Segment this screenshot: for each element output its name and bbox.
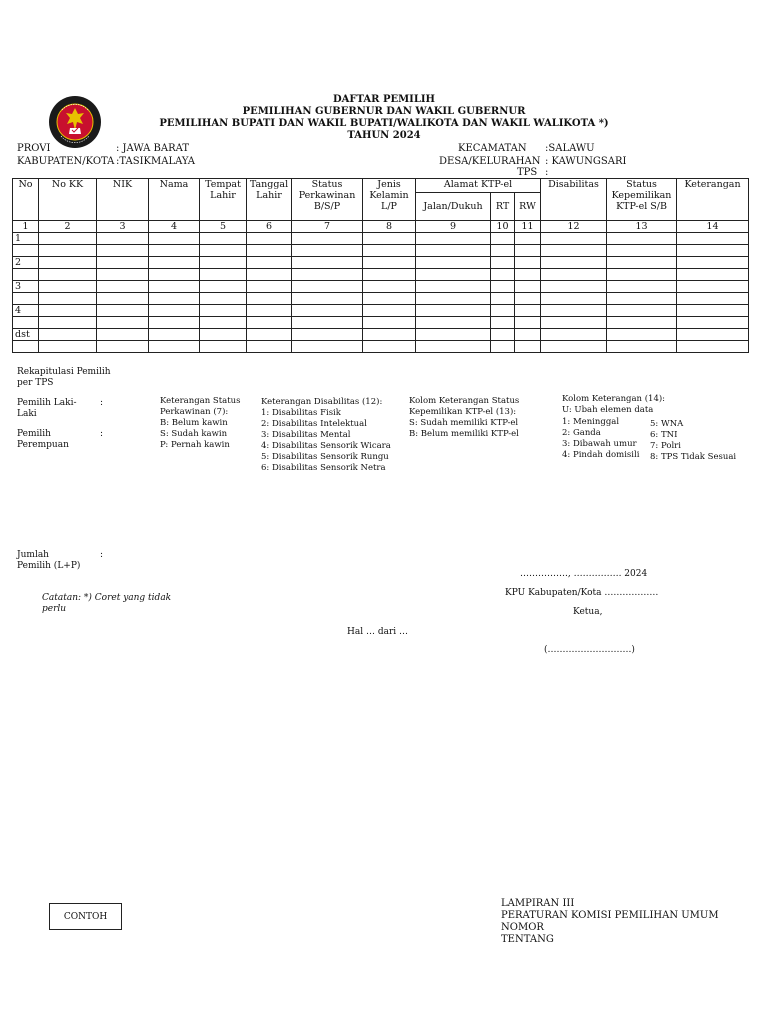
table-cell: [39, 317, 97, 329]
table-cell: [491, 281, 515, 293]
rekap-laki-colon: :: [100, 398, 104, 408]
table-cell: [97, 257, 149, 269]
table-cell: [247, 269, 292, 281]
column-number: 5: [200, 221, 247, 233]
row-number-cell: [13, 269, 39, 281]
table-cell: [515, 281, 541, 293]
col-header-tanggal-lahir: Tanggal Lahir: [247, 179, 292, 221]
table-cell: [292, 317, 363, 329]
table-cell: [677, 281, 749, 293]
table-row: [13, 305, 749, 317]
table-cell: [97, 269, 149, 281]
table-cell: [39, 257, 97, 269]
table-cell: [607, 245, 677, 257]
table-row: [13, 281, 749, 293]
table-cell: [247, 293, 292, 305]
col-header-rw: RW: [515, 193, 541, 221]
table-cell: [363, 293, 416, 305]
rekap-perempuan-colon: :: [100, 429, 104, 439]
table-cell: [247, 233, 292, 245]
table-cell: [200, 341, 247, 353]
table-cell: [97, 341, 149, 353]
kabkota-label: KABUPATEN/KOTA: [17, 156, 115, 167]
legend-keterangan-item: 1: Meninggal: [562, 417, 620, 427]
table-cell: [515, 293, 541, 305]
row-number-cell: [13, 317, 39, 329]
table-cell: [39, 245, 97, 257]
legend-disabilitas-item: 5: Disabilitas Sensorik Rungu: [261, 452, 389, 462]
doc-title-3: PEMILIHAN BUPATI DAN WAKIL BUPATI/WALIKOTA DAN WAKIL WALIKOTA *): [159, 118, 609, 129]
row-number-cell: 4: [13, 305, 39, 317]
table-cell: [416, 233, 491, 245]
table-cell: [97, 245, 149, 257]
table-cell: [247, 257, 292, 269]
table-cell: [39, 341, 97, 353]
row-number-cell: [13, 341, 39, 353]
legend-disabilitas: [261, 397, 391, 474]
tps-value: :: [545, 167, 549, 178]
row-number-cell: 1: [13, 233, 39, 245]
table-cell: [416, 257, 491, 269]
signature-name: (……………………….): [544, 645, 635, 655]
table-cell: [515, 269, 541, 281]
legend-ktp-item: S: Sudah memiliki KTP-el: [409, 418, 519, 428]
table-cell: [607, 341, 677, 353]
table-cell: [491, 329, 515, 341]
table-cell: [363, 245, 416, 257]
provinsi-value: : JAWA BARAT: [116, 143, 189, 154]
legend-ktp: [409, 396, 519, 440]
col-header-status-perkawinan: Status Perkawinan B/S/P: [292, 179, 363, 221]
table-cell: [416, 305, 491, 317]
table-cell: [200, 317, 247, 329]
table-cell: [292, 257, 363, 269]
table-cell: [541, 269, 607, 281]
table-cell: [200, 257, 247, 269]
table-cell: [515, 233, 541, 245]
table-cell: [607, 305, 677, 317]
table-cell: [607, 293, 677, 305]
column-number: 1: [13, 221, 39, 233]
table-cell: [292, 281, 363, 293]
table-cell: [677, 257, 749, 269]
lampiran-line-2: PERATURAN KOMISI PEMILIHAN UMUM: [501, 910, 719, 921]
rekap-perempuan-label: Pemilih: [17, 429, 51, 439]
legend-perkawinan-title-2: Perkawinan (7):: [160, 407, 229, 417]
desa-value: : KAWUNGSARI: [545, 156, 627, 167]
column-number: 6: [247, 221, 292, 233]
table-cell: [677, 305, 749, 317]
desa-label: DESA/KELURAHAN: [439, 156, 541, 167]
row-number-cell: 2: [13, 257, 39, 269]
table-cell: [363, 329, 416, 341]
catatan-line-1: Catatan: *) Coret yang tidak: [42, 593, 172, 603]
rekap-title-2: per TPS: [17, 378, 54, 388]
col-header-nik: NIK: [97, 179, 149, 221]
col-header-rt: RT: [491, 193, 515, 221]
table-cell: [416, 281, 491, 293]
col-header-kepemilikan-ktp: Status Kepemilikan KTP-el S/B: [607, 179, 677, 221]
row-number-cell: 3: [13, 281, 39, 293]
legend-ktp-title-2: Kepemilikan KTP-el (13):: [409, 407, 517, 417]
column-number: 8: [363, 221, 416, 233]
table-cell: [149, 305, 200, 317]
doc-title-1: DAFTAR PEMILIH: [332, 94, 436, 105]
table-cell: [607, 281, 677, 293]
col-header-keterangan: Keterangan: [677, 179, 749, 221]
legend-keterangan-item: 3: Dibawah umur: [562, 439, 637, 449]
table-cell: [607, 329, 677, 341]
table-cell: [200, 281, 247, 293]
table-cell: [541, 233, 607, 245]
table-cell: [515, 257, 541, 269]
row-number-cell: [13, 293, 39, 305]
table-cell: [363, 281, 416, 293]
table-cell: [149, 341, 200, 353]
table-cell: [677, 329, 749, 341]
table-cell: [363, 305, 416, 317]
table-cell: [149, 245, 200, 257]
table-cell: [416, 341, 491, 353]
rekap-jumlah-colon: :: [100, 550, 104, 560]
table-cell: [97, 305, 149, 317]
kecamatan-value: :SALAWU: [545, 143, 595, 154]
table-cell: [149, 269, 200, 281]
table-row: [13, 257, 749, 269]
legend-perkawinan-item: P: Pernah kawin: [160, 440, 230, 450]
table-cell: [677, 269, 749, 281]
lampiran-line-1: LAMPIRAN III: [501, 898, 575, 909]
table-cell: [515, 329, 541, 341]
table-cell: [39, 281, 97, 293]
column-number: 12: [541, 221, 607, 233]
legend-keterangan-item: 4: Pindah domisili: [562, 450, 640, 460]
legend-ktp-title-1: Kolom Keterangan Status: [409, 396, 520, 406]
table-cell: [292, 245, 363, 257]
table-row: [13, 269, 749, 281]
table-cell: [541, 281, 607, 293]
legend-keterangan-subtitle: U: Ubah elemen data: [562, 405, 654, 415]
tps-label: TPS: [517, 167, 538, 178]
table-cell: [541, 317, 607, 329]
table-cell: [677, 317, 749, 329]
signature-kpu: KPU Kabupaten/Kota ………………: [505, 588, 659, 598]
table-row: [13, 233, 749, 245]
legend-keterangan-item: 7: Polri: [650, 441, 681, 451]
table-cell: [363, 317, 416, 329]
table-cell: [416, 293, 491, 305]
rekap-laki-label: Pemilih Laki-: [17, 398, 77, 408]
doc-title-2: PEMILIHAN GUBERNUR DAN WAKIL GUBERNUR: [242, 106, 526, 117]
table-cell: [491, 293, 515, 305]
signature-date: ……………., ……………. 2024: [520, 569, 648, 579]
kabkota-value: :TASIKMALAYA: [116, 156, 195, 167]
table-cell: [677, 233, 749, 245]
legend-disabilitas-item: 1: Disabilitas Fisik: [261, 408, 341, 418]
row-number-cell: dst: [13, 329, 39, 341]
table-row: [13, 293, 749, 305]
lampiran-line-3: NOMOR: [501, 922, 544, 933]
table-cell: [491, 245, 515, 257]
page-indicator: Hal … dari …: [347, 627, 408, 637]
col-header-nokk: No KK: [39, 179, 97, 221]
table-cell: [541, 245, 607, 257]
table-cell: [97, 317, 149, 329]
legend-disabilitas-item: 3: Disabilitas Mental: [261, 430, 351, 440]
column-number: 2: [39, 221, 97, 233]
table-cell: [39, 269, 97, 281]
table-cell: [247, 341, 292, 353]
rekap-jumlah-label: Jumlah: [17, 550, 49, 560]
table-cell: [200, 245, 247, 257]
rekap-jumlah-label-2: Pemilih (L+P): [17, 561, 81, 571]
lampiran-line-4: TENTANG: [501, 934, 554, 945]
table-cell: [416, 317, 491, 329]
table-cell: [292, 233, 363, 245]
table-cell: [39, 329, 97, 341]
table-cell: [541, 341, 607, 353]
legend-perkawinan: [160, 396, 240, 451]
table-cell: [247, 305, 292, 317]
table-cell: [677, 341, 749, 353]
table-row: [13, 329, 749, 341]
table-cell: [515, 317, 541, 329]
table-cell: [149, 329, 200, 341]
table-cell: [247, 317, 292, 329]
legend-disabilitas-title: Keterangan Disabilitas (12):: [261, 397, 383, 407]
table-cell: [491, 341, 515, 353]
table-cell: [39, 293, 97, 305]
table-cell: [491, 257, 515, 269]
table-cell: [607, 269, 677, 281]
table-cell: [515, 245, 541, 257]
table-cell: [677, 293, 749, 305]
table-cell: [97, 233, 149, 245]
column-number: 13: [607, 221, 677, 233]
col-header-alamat: Alamat KTP-el: [416, 179, 541, 193]
legend-keterangan-title: Kolom Keterangan (14):: [562, 394, 666, 404]
table-cell: [149, 233, 200, 245]
col-header-jenis-kelamin: Jenis Kelamin L/P: [363, 179, 416, 221]
column-number: 4: [149, 221, 200, 233]
table-cell: [541, 257, 607, 269]
col-header-nama: Nama: [149, 179, 200, 221]
column-number: 10: [491, 221, 515, 233]
rekap-laki-label-2: Laki: [17, 409, 37, 419]
table-cell: [541, 329, 607, 341]
legend-keterangan-item: 2: Ganda: [562, 428, 601, 438]
table-row: [13, 245, 749, 257]
table-cell: [247, 245, 292, 257]
table-cell: [292, 329, 363, 341]
table-cell: [97, 293, 149, 305]
provinsi-label: PROVI: [17, 143, 51, 154]
table-cell: [363, 257, 416, 269]
col-header-tempat-lahir: Tempat Lahir: [200, 179, 247, 221]
table-cell: [363, 269, 416, 281]
table-cell: [363, 233, 416, 245]
legend-keterangan-item: 5: WNA: [650, 419, 684, 429]
table-cell: [149, 317, 200, 329]
table-cell: [292, 293, 363, 305]
table-cell: [200, 305, 247, 317]
table-cell: [491, 317, 515, 329]
table-cell: [149, 293, 200, 305]
table-cell: [149, 281, 200, 293]
table-cell: [200, 233, 247, 245]
table-cell: [292, 341, 363, 353]
legend-perkawinan-item: B: Belum kawin: [160, 418, 228, 428]
table-cell: [416, 245, 491, 257]
table-cell: [292, 269, 363, 281]
table-cell: [247, 329, 292, 341]
rekap-title-1: Rekapitulasi Pemilih: [17, 367, 111, 377]
table-cell: [39, 233, 97, 245]
table-cell: [607, 257, 677, 269]
table-cell: [39, 305, 97, 317]
column-number: 14: [677, 221, 749, 233]
table-cell: [491, 305, 515, 317]
legend-keterangan-item: 8: TPS Tidak Sesuai: [650, 452, 737, 462]
legend-disabilitas-item: 2: Disabilitas Intelektual: [261, 419, 367, 429]
table-cell: [541, 305, 607, 317]
contoh-stamp: CONTOH: [49, 903, 122, 930]
table-cell: [607, 317, 677, 329]
column-number: 11: [515, 221, 541, 233]
table-cell: [97, 281, 149, 293]
doc-title-4: TAHUN 2024: [347, 130, 421, 141]
column-number: 9: [416, 221, 491, 233]
table-cell: [607, 233, 677, 245]
table-cell: [491, 269, 515, 281]
table-cell: [363, 341, 416, 353]
table-cell: [149, 257, 200, 269]
voter-table: [12, 178, 749, 353]
column-number: 7: [292, 221, 363, 233]
legend-keterangan-item: 6: TNI: [650, 430, 678, 440]
table-cell: [491, 233, 515, 245]
table-cell: [292, 305, 363, 317]
row-number-cell: [13, 245, 39, 257]
table-cell: [247, 281, 292, 293]
table-cell: [416, 269, 491, 281]
rekap-perempuan-label-2: Perempuan: [17, 440, 69, 450]
column-number-row: [13, 221, 749, 233]
table-cell: [416, 329, 491, 341]
table-cell: [97, 329, 149, 341]
table-row: [13, 317, 749, 329]
table-cell: [200, 293, 247, 305]
legend-disabilitas-item: 4: Disabilitas Sensorik Wicara: [261, 441, 391, 451]
catatan-line-2: perlu: [42, 604, 67, 614]
kecamatan-label: KECAMATAN: [458, 143, 527, 154]
signature-ketua: Ketua,: [573, 607, 603, 617]
table-cell: [515, 305, 541, 317]
legend-perkawinan-item: S: Sudah kawin: [160, 429, 228, 439]
table-cell: [541, 293, 607, 305]
col-header-no: No: [13, 179, 39, 221]
legend-perkawinan-title-1: Keterangan Status: [160, 396, 241, 406]
col-header-disabilitas: Disabilitas: [541, 179, 607, 221]
legend-disabilitas-item: 6: Disabilitas Sensorik Netra: [261, 463, 386, 473]
col-header-jalan: Jalan/Dukuh: [416, 193, 491, 221]
table-cell: [677, 245, 749, 257]
table-row: [13, 341, 749, 353]
column-number: 3: [97, 221, 149, 233]
table-cell: [200, 269, 247, 281]
table-cell: [515, 341, 541, 353]
legend-keterangan-right: [650, 419, 736, 463]
legend-keterangan-left: [562, 417, 639, 461]
table-cell: [200, 329, 247, 341]
legend-ktp-item: B: Belum memiliki KTP-el: [409, 429, 519, 439]
